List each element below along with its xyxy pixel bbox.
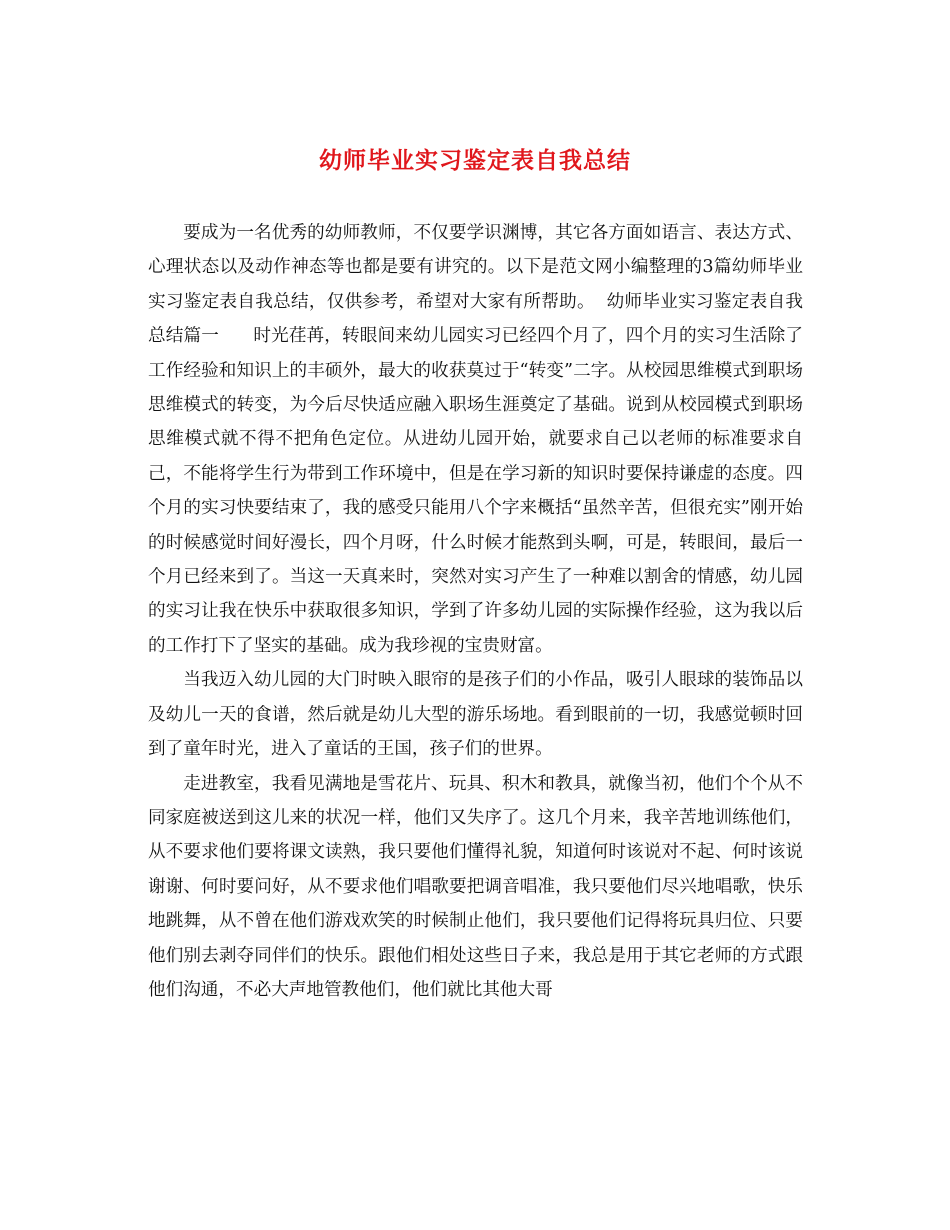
document-title: 幼师毕业实习鉴定表自我总结 [319,147,631,174]
paragraph-2: 当我迈入幼儿园的大门时映入眼帘的是孩子们的小作品，吸引人眼球的装饰品以及幼儿一天的食谱，然后就是幼儿大型的游乐场地。看到眼前的一切，我感觉顿时回到了童年时光，进入了童话的王国，孩子们的世界。 [148,670,803,760]
document-body [148,216,803,1007]
paragraph-1: 要成为一名优秀的幼师教师，不仅要学识渊博，其它各方面如语言、表达方式、心理状态以及动作神态等也都是要有讲究的。以下是范文网小编整理的3篇幼师毕业实习鉴定表自我总结，仅供参考，希望对大家有所帮助。 幼师毕业实习鉴定表自我总结篇一 时光荏苒，转眼间来幼儿园实习已经四个月了，四个月的实习生活除了工作经验和知识上的丰硕外，最大的收获莫过于“转变”二字。从校园思维模式到职场思维模式的转变，为今后尽快适应融入职场生涯奠定了基础。说到从校园模式到职场思维模式就不得不把角色定位。从进幼儿园开始，就要求自己以老师的标准要求自己，不能将学生行为带到工作环境中，但是在学习新的知识时要保持谦虚的态度。四个月的实习快要结束了，我的感受只能用八个字来概括“虽然辛苦，但很充实”刚开始的时候感觉时间好漫长，四个月呀，什么时候才能熬到头啊，可是，转眼间，最后一个月已经来到了。当这一天真来时，突然对实习产生了一种难以割舍的情感，幼儿园的实习让我在快乐中获取很多知识，学到了许多幼儿园的实际操作经验，这为我以后的工作打下了坚实的基础。成为我珍视的宝贵财富。 [148,223,803,656]
paragraph-3: 走进教室，我看见满地是雪花片、玩具、积木和教具，就像当初，他们个个从不同家庭被送到这儿来的状况一样，他们又失序了。这几个月来，我辛苦地训练他们，从不要求他们要将课文读熟，我只要他们懂得礼貌，知道何时该说对不起、何时该说谢谢、何时要问好，从不要求他们唱歌要把调音唱准，我只要他们尽兴地唱歌，快乐地跳舞，从不曾在他们游戏欢笑的时候制止他们，我只要他们记得将玩具归位、只要他们别去剥夺同伴们的快乐。跟他们相处这些日子来，我总是用于其它老师的方式跟他们沟通，不必大声地管教他们，他们就比其他大哥 [148,773,803,1000]
